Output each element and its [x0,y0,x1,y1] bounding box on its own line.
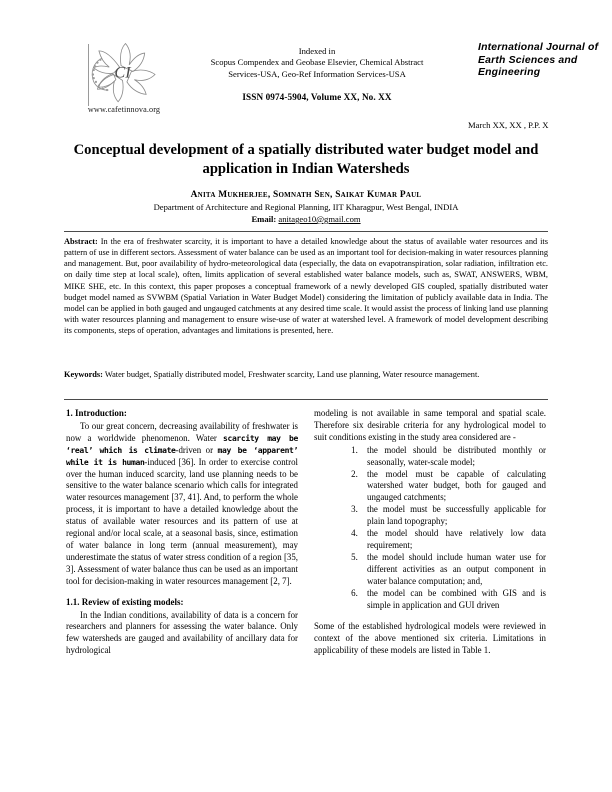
abstract-label: Abstract: [64,237,98,246]
author-names: Anita Mukherjee, Somnath Sen, Saikat Kumar Paul [190,190,422,200]
keywords-label: Keywords: [64,370,103,379]
intro-text-part-3: -induced [36]. In order to exercise control over the human induced scarcity, land use planning needs to be sensitive to the water balance scenario which calls for integrated water resources management [37, 41]. And, to perform the whole process, it is important to have a detailed knowledge about the status of available water resources and its pattern of use at regional and/or local scale, at a seasonal basis, since, estimation of water balance in long term (annual measurement), may underestimate the status of water stress condition of a region [35, 3]. Assessment of water balance thus can be used as an important tool for decision-making in water resources management [2, 7]. [66,456,298,586]
indexing-info [172,45,462,102]
page-title: Conceptual development of a spatially distributed water budget model and application in Indian Watersheds [73,142,539,177]
issn-volume-line: ISSN 0974-5904, Volume XX, No. XX [242,92,392,103]
highlighted-phrase-2: may be ‘apparent’ while it is human [66,445,298,467]
journal-name: International Journal of Earth Sciences and Engineering [478,42,599,79]
author-affiliation: Department of Architecture and Regional Planning, IIT Kharagpur, West Bengal, INDIA [153,202,459,212]
author-email-line [64,214,548,224]
author-block [64,190,548,224]
intro-text-part-2: -driven or [175,444,218,455]
indexing-services-line-2: Services-USA, Geo-Ref Information Services-USA [228,68,406,79]
abstract-text: In the era of freshwater scarcity, it is important to have a detailed knowledge about the status of available water resources and its pattern of use in different sectors. Assessment of water balance can be used as an important tool for decision-making in water resources planning and management. But, poor availability of hydro-meteorological data (especially, the data on evapotranspiration, solar radiation, infiltration etc. on daily time step at local scale), often, limits application of several established water balance models, such as, SWAT, ANSWERS, WBM, MIKE SHE, etc. In this context, this paper proposes a conceptual framework of a newly developed GIS coupled, spatially distributed water budget model named as SVWBM (Spatial Variation in Water Budget Model) considering the limitation of publicly available data in India. The model can be applied in both gauged and ungauged catchments at any desired time scale. It would assist the process of linking land use planning with water resources planning and management to ensure wise-use of water at watershed level. A framework of model development describing its components, steps of operation, advantages and limitations is presented, here. [64,237,548,336]
section-heading-introduction: 1. Introduction: [66,408,127,418]
issue-date-pages: March XX, XX , P.P. X [468,120,549,130]
criteria-list [314,445,546,612]
masthead [64,42,599,142]
body-column-right [314,408,546,657]
email-address-link[interactable]: anitageo10@gmail.com [278,214,361,224]
highlighted-phrase-1: scarcity may be ‘real’ which is climate [66,433,298,455]
divider-above-abstract [64,231,548,232]
abstract-block [64,236,548,336]
cafet-innova-lotus-logo-icon [87,42,161,104]
intro-text-part-1: To our great concern, decreasing availability of freshwater is now a worldwide phenomenon. Water [66,420,298,443]
body-column-left [66,408,298,657]
indexed-in-label: Indexed in [298,46,336,56]
models-review-paragraph: Some of the established hydrological models were reviewed in context of the above mentioned six criteria. Limitations in applicability of these models are listed in Table 1. [314,621,546,656]
list-item: 4. the model should have relatively low data requirement; [360,528,546,552]
publisher-website-url[interactable]: www.cafetinnova.org [87,105,161,114]
subsection-heading-review: 1.1. Review of existing models: [66,596,184,607]
review-paragraph: In the Indian conditions, availability of data is a concern for researchers and planners for assessing the water balance. Only few watersheds are gauged and availability of ancillary data for hydrological [66,609,298,656]
divider-below-keywords [64,399,548,400]
intro-paragraph [66,421,298,588]
publisher-logo-block [64,42,184,114]
svg-text:CI: CI [114,63,131,82]
criteria-intro-paragraph: modeling is not available in same temporal and spatial scale. Therefore six desirable criteria for any hydrological model to suit conditions existing in the study area considered are - [314,408,546,442]
list-item: 6. the model can be combined with GIS and is simple in application and GUI driven [360,588,546,612]
keywords-block [64,369,548,380]
list-item: 2. the model must be capable of calculating watershed water budget, both for gauged and ungauged catchments; [360,469,546,505]
indexing-services-line-1: Scopus Compendex and Geobase Elsevier, Chemical Abstract [210,57,424,67]
email-label: Email: [251,214,277,224]
list-item: 1. the model should be distributed monthly or seasonally, water-scale model; [360,445,546,469]
keywords-text: Water budget, Spatially distributed model, Freshwater scarcity, Land use planning, Water resource management. [104,370,480,379]
list-item: 3. the model must be successfully applicable for plain land topography; [360,504,546,528]
list-item: 5. the model should include human water use for different activities as an output component in water balance computation; and, [360,552,546,588]
